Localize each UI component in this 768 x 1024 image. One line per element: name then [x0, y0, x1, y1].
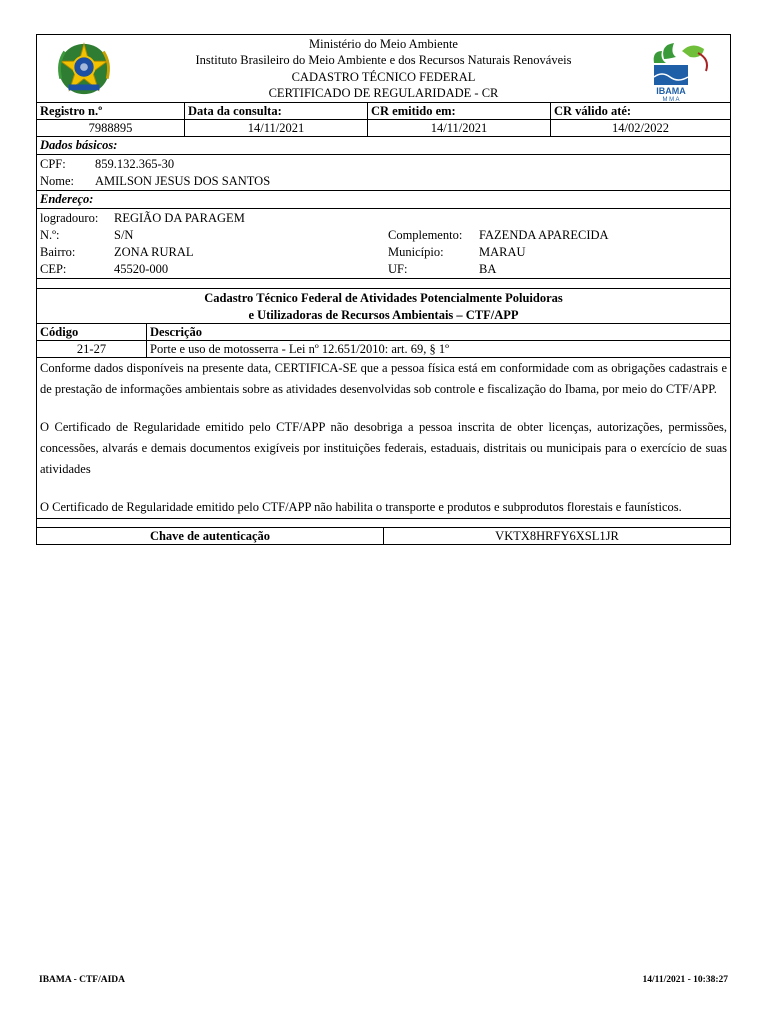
bairro-value: ZONA RURAL — [114, 245, 194, 259]
chave-value: VKTX8HRFY6XSL1JR — [383, 528, 730, 544]
registro-value: 7988895 — [88, 121, 133, 135]
institute-name: Instituto Brasileiro do Meio Ambiente e dos Recursos Naturais Renováveis — [195, 53, 572, 68]
chave-label: Chave de autenticação — [149, 529, 271, 543]
cr-emitido-value: 14/11/2021 — [367, 120, 550, 136]
nome-value: AMILSON JESUS DOS SANTOS — [95, 174, 271, 188]
complemento-value: FAZENDA APARECIDA — [479, 228, 609, 242]
descricao-value: Porte e uso de motosserra - Lei nº 12.651/2010: art. 69, § 1º — [146, 341, 730, 357]
data-consulta-label: Data da consulta: — [184, 103, 367, 119]
section-spacer — [37, 278, 730, 288]
cr-valido-label: CR válido até: — [550, 103, 730, 119]
certificate-title: CERTIFICADO DE REGULARIDADE - CR — [268, 86, 499, 101]
footer-system-name: IBAMA - CTF/AIDA — [39, 975, 126, 985]
ctf-table-header — [37, 323, 730, 340]
numero-value: S/N — [114, 228, 134, 242]
codigo-header: Código — [40, 325, 79, 339]
complemento-label: Complemento: — [388, 228, 463, 242]
dados-basicos-section — [37, 154, 730, 190]
obligation-paragraph: O Certificado de Regularidade emitido pelo CTF/APP não desobriga a pessoa inscrita de obter licenças, autorizações, permissões, concessões, alvarás e demais documentos exigíveis por instituições federais, estaduais, distritais ou municipais para o exercício de suas atividades — [40, 420, 727, 476]
uf-label: UF: — [388, 262, 408, 276]
endereco-heading: Endereço: — [40, 192, 94, 206]
certification-text-section — [37, 357, 730, 518]
dados-basicos-heading-row — [37, 136, 730, 154]
certificate-document — [36, 34, 731, 545]
ibama-logo-subtext: M M A — [662, 97, 680, 101]
nome-label: Nome: — [40, 174, 75, 188]
cpf-value: 859.132.365-30 — [95, 157, 175, 171]
ministry-name: Ministério do Meio Ambiente — [309, 37, 458, 51]
logradouro-label: logradouro: — [40, 211, 99, 225]
cep-label: CEP: — [40, 262, 67, 276]
registro-label: Registro n.º — [40, 104, 103, 118]
municipio-label: Município: — [388, 245, 444, 259]
endereco-section — [37, 208, 730, 278]
numero-label: N.º: — [40, 228, 60, 242]
footer-timestamp: 14/11/2021 - 10:38:27 — [642, 975, 728, 985]
authentication-row — [37, 527, 730, 544]
dados-basicos-heading: Dados básicos: — [40, 138, 118, 152]
endereco-heading-row — [37, 190, 730, 208]
brazil-coat-of-arms-icon — [55, 40, 113, 98]
certification-paragraph: Conforme dados disponíveis na presente data, CERTIFICA-SE que a pessoa física está em conformidade com as obrigações cadastrais e de prestação de informações ambientais sobre as atividades desenvolvidas sob controle e fiscalização do Ibama, por meio do CTF/APP. — [40, 361, 727, 396]
certificate-header — [37, 35, 730, 102]
registry-name: CADASTRO TÉCNICO FEDERAL — [291, 69, 476, 84]
uf-value: BA — [479, 262, 497, 276]
table-row — [37, 340, 730, 357]
registro-values-row — [37, 119, 730, 136]
transport-paragraph: O Certificado de Regularidade emitido pelo CTF/APP não habilita o transporte e produtos e subprodutos florestais e faunísticos. — [40, 500, 682, 514]
ctf-title-line2: e Utilizadoras de Recursos Ambientais – CTF/APP — [248, 307, 519, 322]
cr-emitido-label: CR emitido em: — [367, 103, 550, 119]
ibama-logo-text: IBAMA — [656, 86, 686, 96]
registro-labels-row — [37, 102, 730, 119]
ctf-title-line1: Cadastro Técnico Federal de Atividades Potencialmente Poluidoras — [204, 291, 563, 305]
cpf-label: CPF: — [40, 157, 66, 171]
data-consulta-value: 14/11/2021 — [184, 120, 367, 136]
cr-valido-value: 14/02/2022 — [550, 120, 730, 136]
bairro-label: Bairro: — [40, 245, 76, 259]
logradouro-value: REGIÃO DA PARAGEM — [114, 211, 245, 225]
descricao-header: Descrição — [146, 324, 730, 340]
municipio-value: MARAU — [479, 245, 526, 259]
cep-value: 45520-000 — [114, 262, 169, 276]
ibama-logo-icon — [646, 39, 716, 101]
section-spacer — [37, 518, 730, 527]
ctf-title-row — [37, 288, 730, 323]
codigo-value: 21-27 — [76, 342, 107, 356]
